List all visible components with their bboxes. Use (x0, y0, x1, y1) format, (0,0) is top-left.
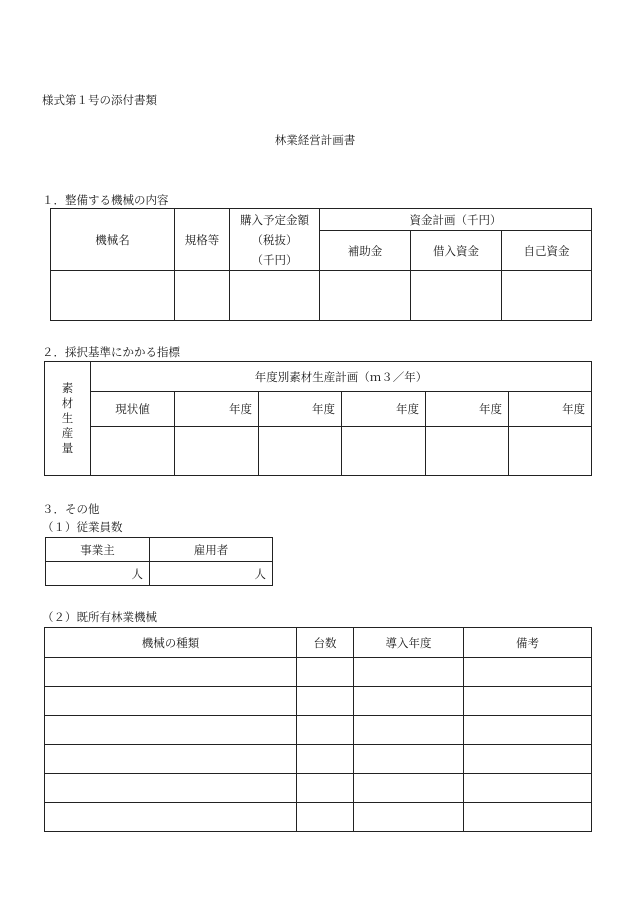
col-year-3: 年度 (342, 392, 426, 427)
col-machine-name: 機械名 (51, 209, 175, 271)
year-1-cell[interactable] (175, 427, 259, 476)
col-subsidy: 補助金 (320, 231, 411, 271)
table-row (45, 774, 592, 803)
side-label-char: 材 (61, 396, 74, 410)
subsidy-cell[interactable] (320, 271, 411, 321)
col-quantity: 台数 (297, 628, 354, 658)
section2-heading: ２．採択基準にかかる指標 (42, 345, 180, 359)
machine-type-cell[interactable] (45, 658, 297, 687)
col-price (230, 209, 320, 271)
introduction-year-cell[interactable] (354, 658, 464, 687)
introduction-year-cell[interactable] (354, 803, 464, 832)
col-price-line-3: （千円） (251, 252, 298, 267)
side-label-char: 量 (61, 441, 74, 455)
year-5-cell[interactable] (509, 427, 592, 476)
year-4-cell[interactable] (426, 427, 509, 476)
table-row (45, 716, 592, 745)
col-price-line-2: （税抜） (251, 232, 298, 247)
introduction-year-cell[interactable] (354, 687, 464, 716)
col-remarks: 備考 (464, 628, 592, 658)
employee-count-heading: （１）従業員数 (42, 520, 123, 534)
side-label-production-volume (45, 362, 91, 476)
col-year-4: 年度 (426, 392, 509, 427)
col-price-line-1: 購入予定金額 (240, 212, 309, 227)
loan-cell[interactable] (411, 271, 502, 321)
col-loan: 借入資金 (411, 231, 502, 271)
side-label-char: 生 (61, 411, 74, 425)
introduction-year-cell[interactable] (354, 745, 464, 774)
year-2-cell[interactable] (259, 427, 342, 476)
own-funds-cell[interactable] (502, 271, 592, 321)
col-own-funds: 自己資金 (502, 231, 592, 271)
employee-count-cell[interactable]: 人 (150, 562, 273, 586)
section3-heading: ３．その他 (42, 502, 100, 516)
quantity-cell[interactable] (297, 658, 354, 687)
owned-machinery-table (44, 627, 592, 832)
remarks-cell[interactable] (464, 774, 592, 803)
introduction-year-cell[interactable] (354, 774, 464, 803)
quantity-cell[interactable] (297, 687, 354, 716)
price-cell[interactable] (230, 271, 320, 321)
side-label-char: 素 (61, 381, 74, 395)
form-label: 様式第１号の添付書類 (42, 93, 157, 107)
table-row (45, 803, 592, 832)
col-introduction-year: 導入年度 (354, 628, 464, 658)
owned-machinery-heading: （２）既所有林業機械 (42, 610, 157, 624)
side-label-char: 産 (61, 426, 74, 440)
quantity-cell[interactable] (297, 774, 354, 803)
col-fund-plan: 資金計画（千円） (320, 209, 592, 231)
machine-type-cell[interactable] (45, 774, 297, 803)
col-employees: 雇用者 (150, 538, 273, 562)
employee-table (45, 537, 273, 586)
page-title: 林業経営計画書 (274, 133, 356, 147)
remarks-cell[interactable] (464, 687, 592, 716)
machine-type-cell[interactable] (45, 745, 297, 774)
owner-count-cell[interactable]: 人 (46, 562, 150, 586)
col-current-value: 現状値 (91, 392, 175, 427)
plan-header: 年度別素材生産計画（ｍ３／年） (91, 362, 592, 392)
year-3-cell[interactable] (342, 427, 426, 476)
quantity-cell[interactable] (297, 716, 354, 745)
section1-heading: １．整備する機械の内容 (42, 193, 169, 207)
quantity-cell[interactable] (297, 745, 354, 774)
machine-type-cell[interactable] (45, 716, 297, 745)
table-row (45, 427, 592, 476)
machine-plan-table (50, 208, 592, 321)
machine-type-cell[interactable] (45, 803, 297, 832)
quantity-cell[interactable] (297, 803, 354, 832)
col-year-5: 年度 (509, 392, 592, 427)
table-row (45, 745, 592, 774)
col-spec: 規格等 (175, 209, 230, 271)
remarks-cell[interactable] (464, 745, 592, 774)
table-row (51, 271, 592, 321)
col-machine-type: 機械の種類 (45, 628, 297, 658)
table-row (45, 658, 592, 687)
introduction-year-cell[interactable] (354, 716, 464, 745)
table-row (45, 687, 592, 716)
current-value-cell[interactable] (91, 427, 175, 476)
remarks-cell[interactable] (464, 716, 592, 745)
remarks-cell[interactable] (464, 803, 592, 832)
machine-type-cell[interactable] (45, 687, 297, 716)
spec-cell[interactable] (175, 271, 230, 321)
production-plan-table (44, 361, 592, 476)
col-year-2: 年度 (259, 392, 342, 427)
col-owner: 事業主 (46, 538, 150, 562)
col-year-1: 年度 (175, 392, 259, 427)
remarks-cell[interactable] (464, 658, 592, 687)
machine-name-cell[interactable] (51, 271, 175, 321)
